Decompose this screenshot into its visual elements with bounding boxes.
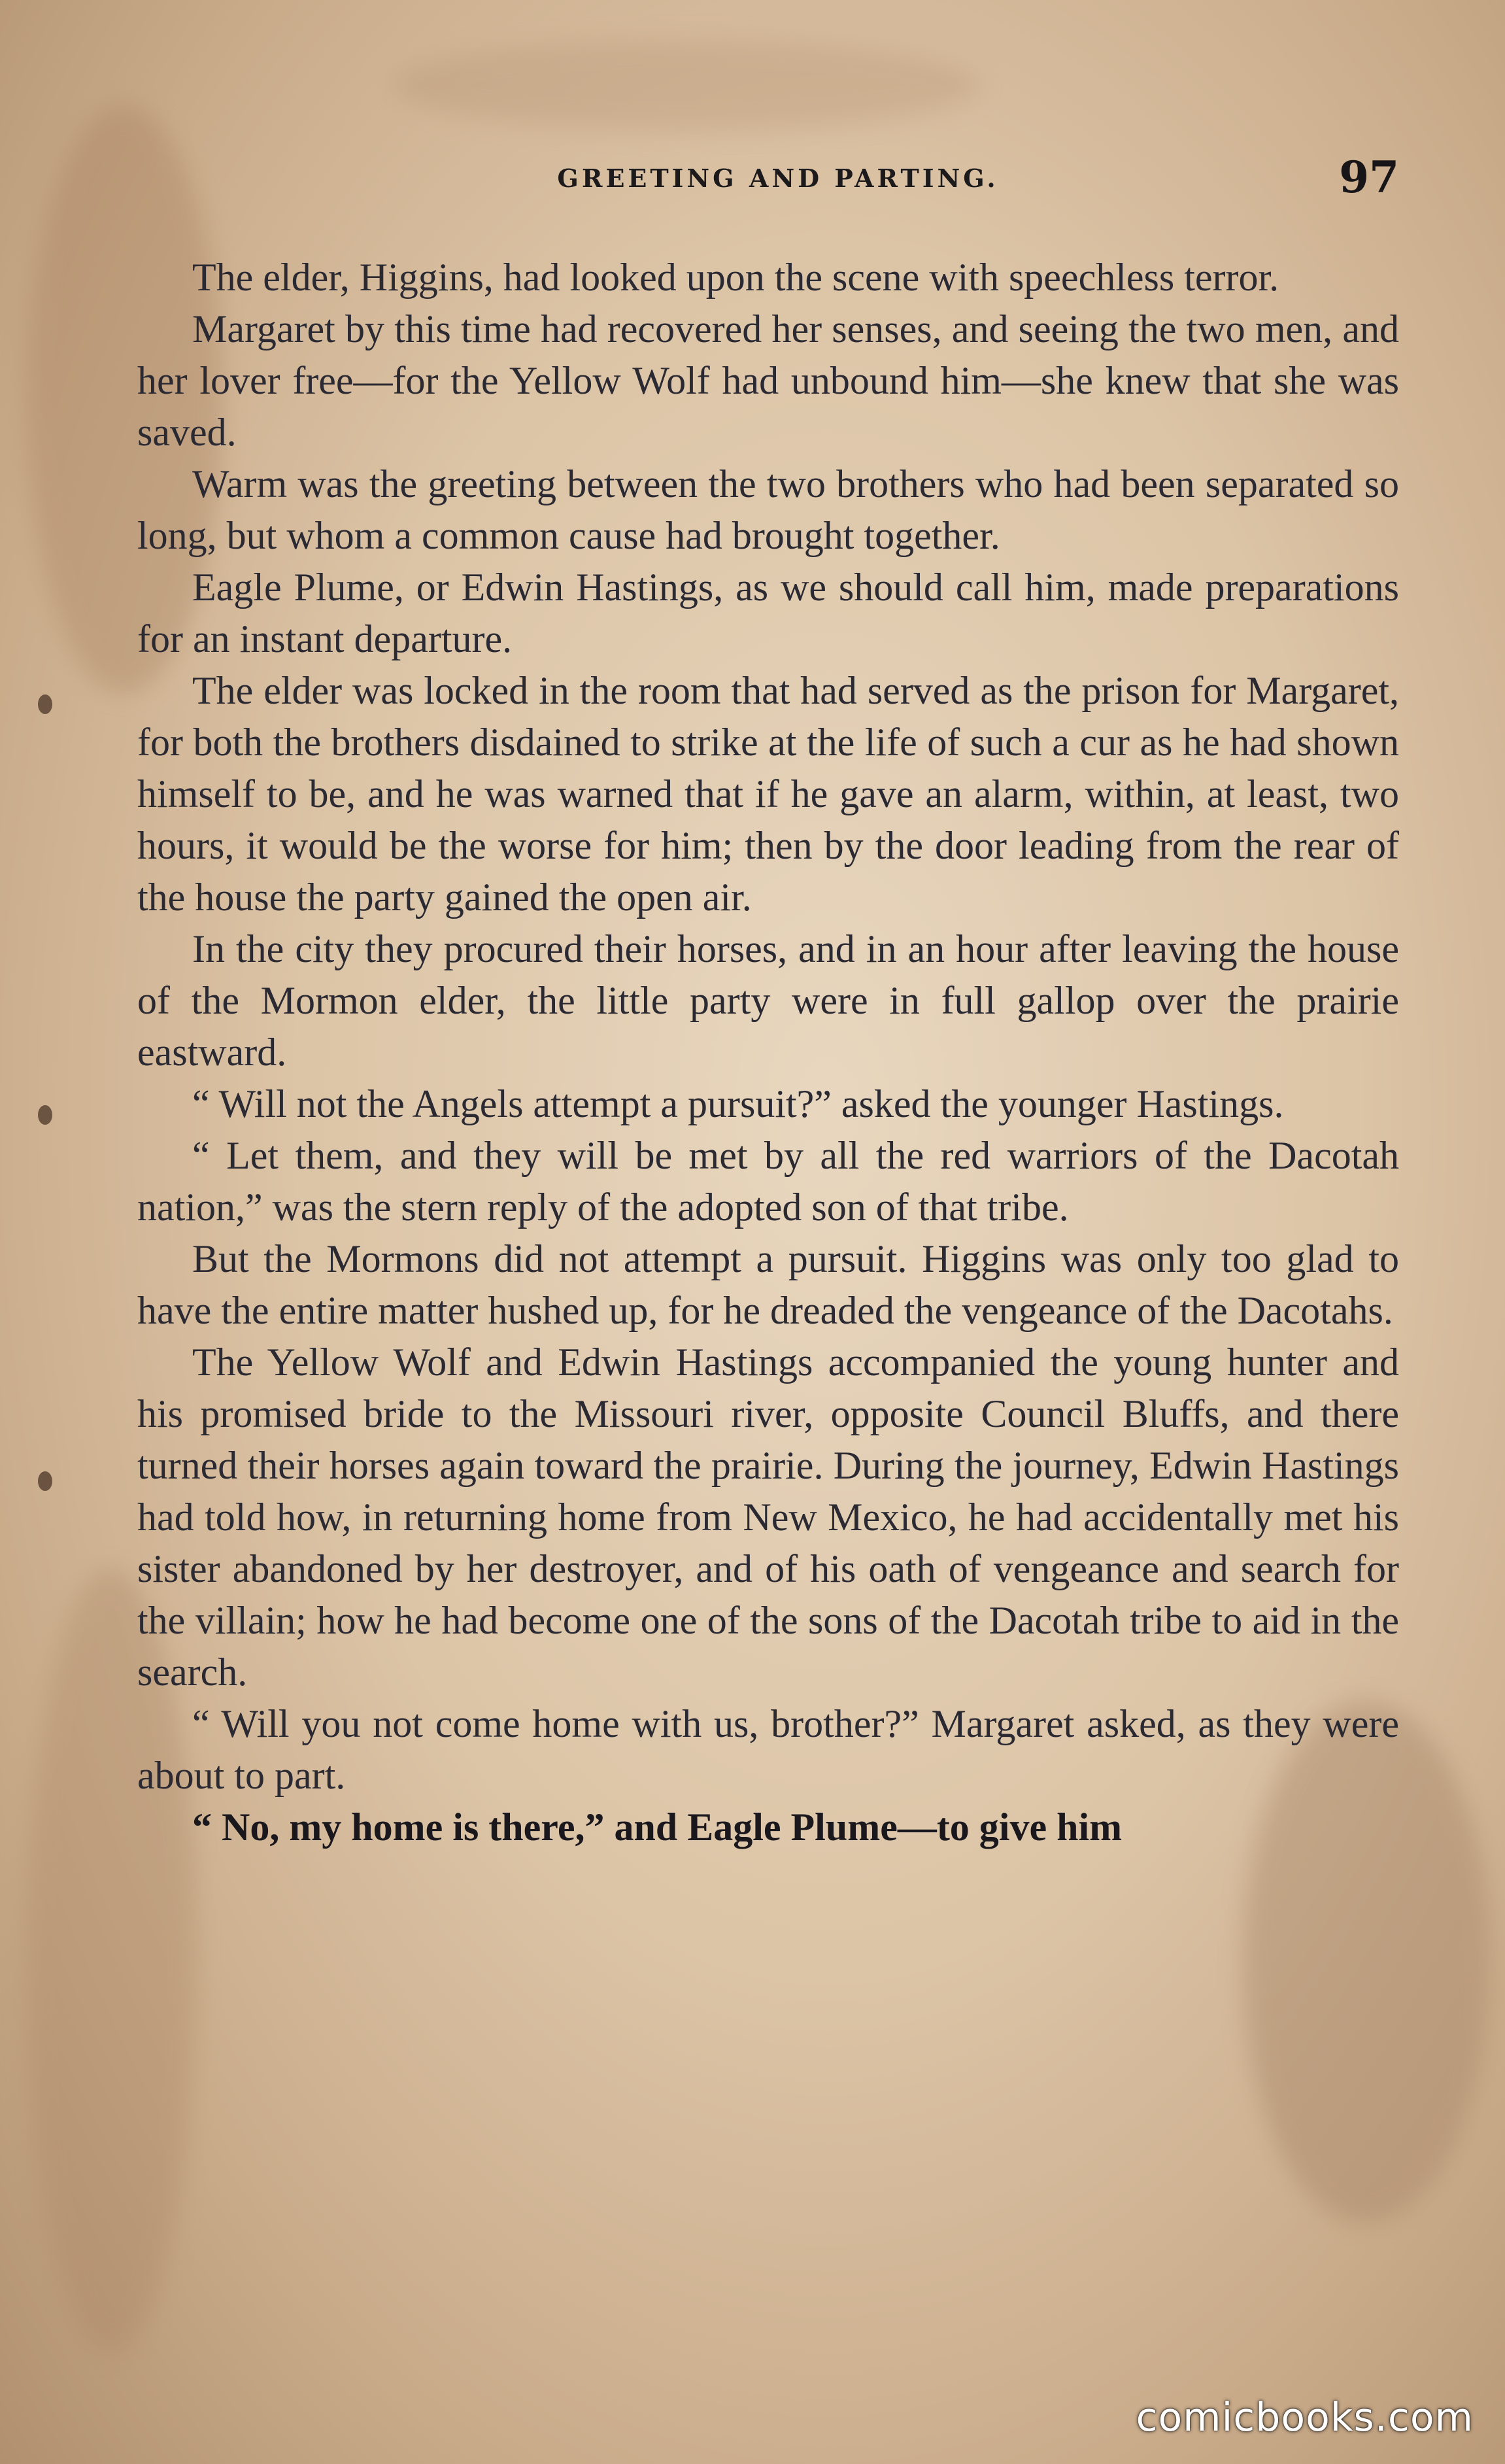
running-title: GREETING AND PARTING.	[557, 163, 999, 193]
binding-hole	[38, 1471, 52, 1491]
binding-hole	[38, 694, 52, 714]
paragraph: “ No, my home is there,” and Eagle Plume—to give him	[192, 1805, 1123, 1849]
paragraph: In the city they procured their horses, and in an hour after leaving the house of the Mormon elder, the little party were in full gallop over the prairie eastward.	[137, 927, 1399, 1074]
paragraph: Margaret by this time had recovered her senses, and seeing the two men, and her lover free—for the Yellow Wolf had unbound him—she knew that she was saved.	[137, 307, 1399, 454]
paragraph: The elder, Higgins, had looked upon the scene with speechless terror.	[192, 256, 1279, 299]
paragraph: “ Let them, and they will be met by all the red warriors of the Dacotah nation,” was the stern reply of the adopted son of that tribe.	[137, 1134, 1399, 1229]
paragraph: But the Mormons did not attempt a pursuit. Higgins was only too glad to have the entire matter hushed up, for he dreaded the vengeance of the Dacotahs.	[137, 1237, 1399, 1332]
paragraph: The Yellow Wolf and Edwin Hastings accompanied the young hunter and his promised bride to the Missouri river, opposite Council Bluffs, and there turned their horses again toward the prairie. During the journey, Edwin Hastings had told how, in returning home from New Mexico, he had accidentally met his sister abandoned by her destroyer, and of his oath of vengeance and search for the villain; how he had become one of the sons of the Dacotah tribe to aid in the search.	[137, 1341, 1399, 1694]
page-header	[137, 152, 1399, 204]
binding-hole	[38, 1105, 52, 1125]
paragraph: “ Will not the Angels attempt a pursuit?” asked the younger Hastings.	[192, 1082, 1284, 1125]
body-text	[137, 252, 1399, 1853]
paragraph: The elder was locked in the room that had served as the prison for Margaret, for both the brothers disdained to strike at the life of such a cur as he had shown himself to be, and he was warned that if he gave an alarm, within, at least, two hours, it would be the worse for him; then by the door leading from the rear of the house the party gained the open air.	[137, 669, 1399, 919]
page-number: 97	[1339, 152, 1399, 203]
watermark: comicbooks.com	[1136, 2395, 1474, 2440]
paragraph: Warm was the greeting between the two brothers who had been separated so long, but whom a common cause had brought together.	[137, 462, 1399, 557]
paragraph: “ Will you not come home with us, brother?” Margaret asked, as they were about to part.	[137, 1702, 1399, 1797]
paragraph: Eagle Plume, or Edwin Hastings, as we should call him, made preparations for an instant departure.	[137, 566, 1399, 660]
paper-stain	[392, 39, 981, 131]
